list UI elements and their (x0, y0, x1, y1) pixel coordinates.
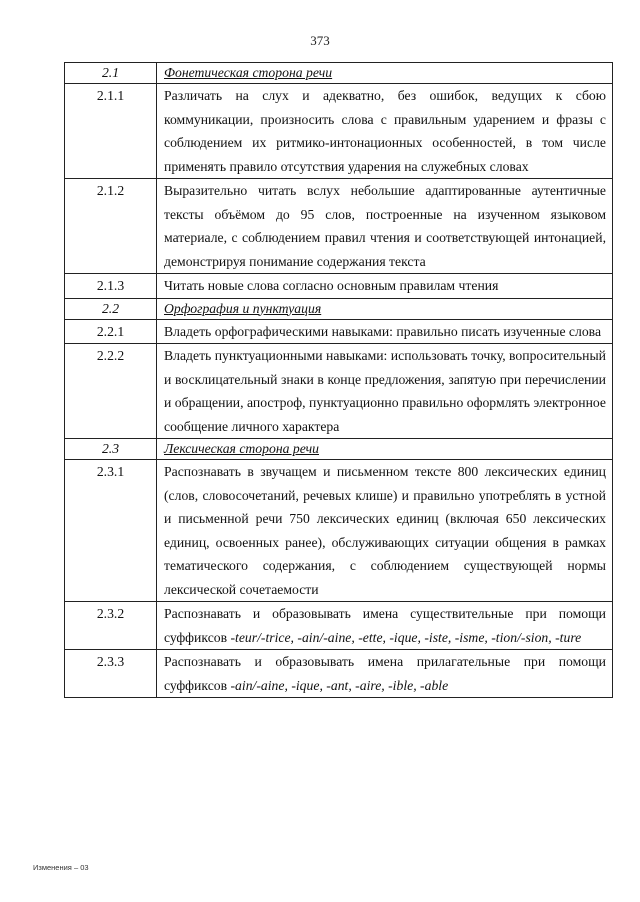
table-row (65, 179, 613, 274)
row-text (157, 439, 613, 460)
row-number: 2.2.1 (65, 319, 157, 344)
row-number: 2.3.1 (65, 460, 157, 602)
suffix-list: -teur/-trice, -ain/-aine, -ette, -ique, -iste, -isme, -tion/-sion, -ture (230, 629, 582, 645)
table-row (65, 274, 613, 299)
section-row (65, 298, 613, 319)
row-text (157, 460, 613, 602)
suffix-list: -ain/-aine, -ique, -ant, -aire, -ible, -able (230, 677, 449, 693)
row-text (157, 298, 613, 319)
requirement-text: Различать на слух и адекватно, без ошибок, ведущих к сбою коммуникации, произносить слова с правильным ударением и фразы с соблюдением их ритмико-интонационных особенностей, в том числе применять правило отсутствия ударения на служебных словах (164, 88, 606, 174)
section-row (65, 439, 613, 460)
row-text (157, 84, 613, 179)
row-number: 2.3 (65, 439, 157, 460)
row-number: 2.1.2 (65, 179, 157, 274)
row-number: 2.1.1 (65, 84, 157, 179)
row-number: 2.1.3 (65, 274, 157, 299)
row-text (157, 602, 613, 650)
row-number: 2.2.2 (65, 344, 157, 439)
row-text (157, 179, 613, 274)
table-row (65, 84, 613, 179)
section-title: Орфография и пунктуация (164, 300, 322, 316)
requirement-text: Выразительно читать вслух небольшие адаптированные аутентичные тексты объёмом до 95 слов, построенные на изученном языковом материале, с соблюдением правил чтения и соответствующей интонацией, демонстрируя понимание содержания текста (164, 183, 606, 269)
row-text (157, 319, 613, 344)
row-number: 2.2 (65, 298, 157, 319)
table-row (65, 650, 613, 698)
row-number: 2.3.3 (65, 650, 157, 698)
footer-note: Изменения – 03 (33, 863, 89, 872)
requirement-text: Читать новые слова согласно основным правилам чтения (164, 278, 499, 293)
row-text (157, 650, 613, 698)
requirement-text: Владеть пунктуационными навыками: использовать точку, вопросительный и восклицательный знаки в конце предложения, запятую при перечислении и обращении, апостроф, пунктуационно правильно оформлять электронное сообщение личного характера (164, 348, 606, 434)
table-row (65, 344, 613, 439)
row-text (157, 274, 613, 299)
section-title: Лексическая сторона речи (164, 441, 319, 456)
row-text (157, 344, 613, 439)
section-title: Фонетическая сторона речи (164, 65, 333, 80)
page-number: 373 (310, 33, 330, 48)
requirements-table (64, 62, 613, 698)
requirement-text: Распознавать в звучащем и письменном тексте 800 лексических единиц (слов, словосочетаний, речевых клише) и правильно употреблять в устной и письменной речи 750 лексических единиц (включая 650 лексических единиц, освоенных ранее), обслуживающих ситуации общения в рамках тематического содержания, с соблюдением существующей нормы лексической сочетаемости (164, 464, 606, 597)
requirement-text: Распознавать и образовывать имена прилагательные при помощи суффиксов (164, 654, 606, 693)
table-row (65, 319, 613, 344)
row-text (157, 63, 613, 84)
row-number: 2.1 (65, 63, 157, 84)
table-row (65, 460, 613, 602)
table-row (65, 602, 613, 650)
requirement-text: Владеть орфографическими навыками: правильно писать изученные слова (164, 323, 602, 339)
requirement-text: Распознавать и образовывать имена существительные при помощи суффиксов (164, 606, 606, 645)
row-number: 2.3.2 (65, 602, 157, 650)
section-row (65, 63, 613, 84)
